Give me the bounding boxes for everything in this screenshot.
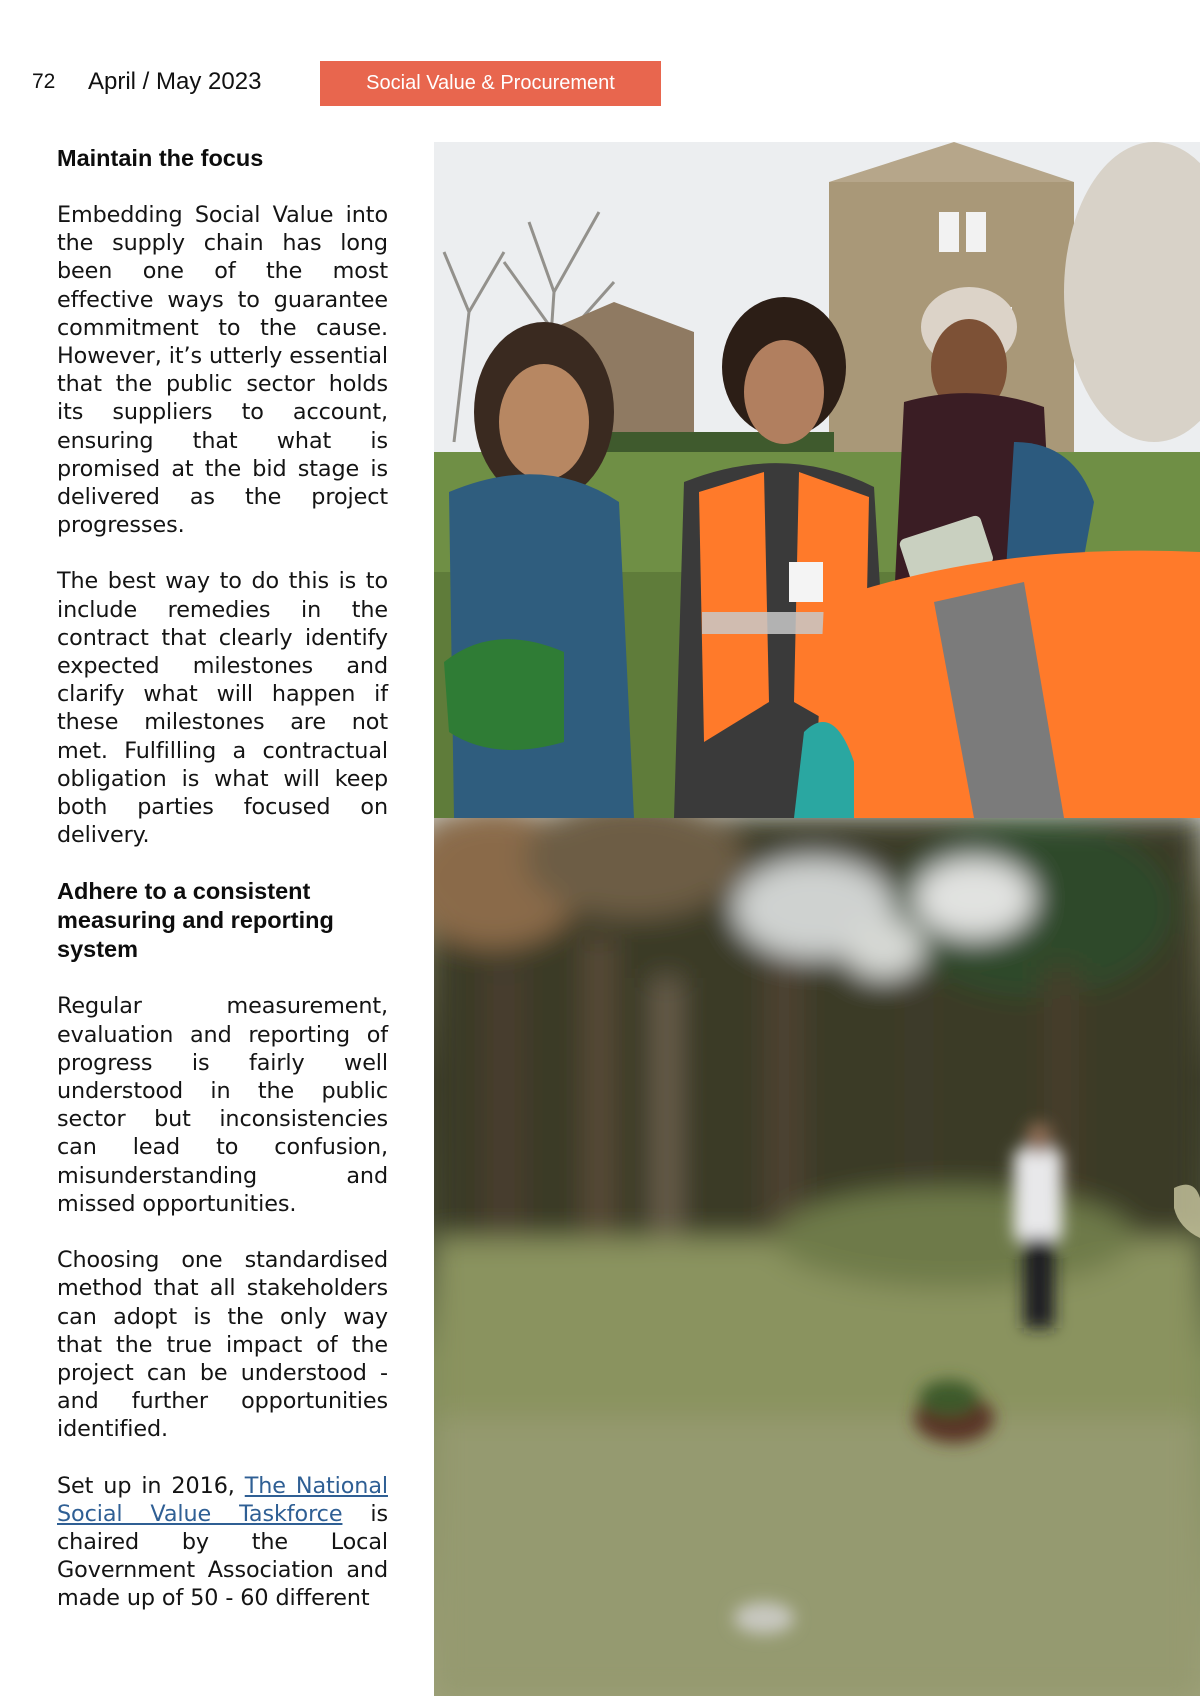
page-header <box>0 0 1200 140</box>
paragraph-2: The best way to do this is to include remedies in the contract that clearly identify expected milestones and clarify what will happen if these milestones are not met. Fulfilling a contractual obligation is what will keep both parties focused on delivery. <box>57 568 388 849</box>
paragraph-1: Embedding Social Value into the supply chain has long been one of the most effective ways to guarantee commitment to the cause. However, it’s utterly essential that the public sector holds its suppliers to account, ensuring that what is promised at the bid stage is delivered as the project progresses. <box>57 202 388 539</box>
article-column <box>57 144 388 1613</box>
taskforce-link[interactable]: The National Social Value Taskforce <box>57 1472 388 1527</box>
page-number: 72 <box>32 70 56 93</box>
paragraph-5-end: is chaired by the Local Government Association and made up of 50 - 60 different <box>57 1500 388 1612</box>
paragraph-4: Choosing one standardised method that all stakeholders can adopt is the only way that the true impact of the project can be understood - and further opportunities identified. <box>57 1247 388 1443</box>
paragraph-5-start: Set up in 2016, <box>57 1472 245 1499</box>
heading-measuring-reporting: Adhere to a consistent measuring and reporting system <box>57 878 334 963</box>
volunteers-photo <box>434 142 1200 818</box>
paragraph-3: Regular measurement, evaluation and reporting of progress is fairly well understood in the public sector but inconsistencies can lead to confusion, misunderstanding and missed opportunities. <box>57 993 388 1217</box>
forest-photo <box>434 818 1200 1696</box>
forest-illustration <box>434 818 1200 1696</box>
issue-date: April / May 2023 <box>88 68 262 95</box>
section-tag[interactable]: Social Value & Procurement <box>320 61 661 106</box>
heading-maintain-focus: Maintain the focus <box>57 145 264 171</box>
paragraph-5 <box>57 1472 388 1613</box>
volunteers-illustration <box>434 142 1200 818</box>
